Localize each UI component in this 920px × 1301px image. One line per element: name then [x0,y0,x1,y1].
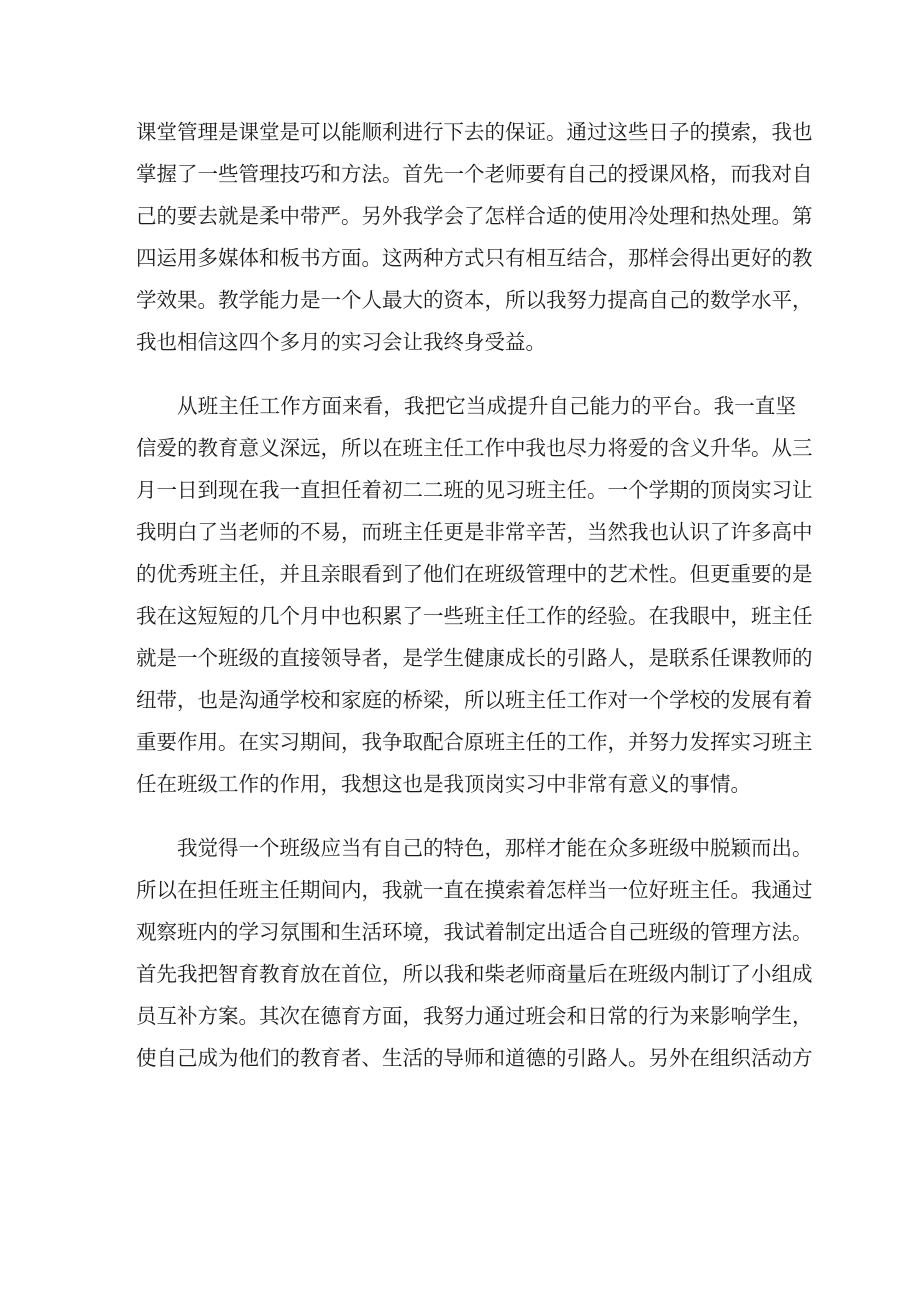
paragraph-head-teacher-work [136,385,813,805]
text-line: 我在这短短的几个月中也积累了一些班主任工作的经验。在我眼中，班主任 [136,604,813,628]
text-line: 课堂管理是课堂是可以能顺利进行下去的保证。通过这些日子的摸索，我也 [136,120,813,144]
text-line: 我明白了当老师的不易，而班主任更是非常辛苦，当然我也认识了许多高中 [136,520,813,544]
text-line: 任在班级工作的作用，我想这也是我顶岗实习中非常有意义的事情。 [136,772,751,796]
text-line: 月一日到现在我一直担任着初二二班的见习班主任。一个学期的顶岗实习让 [136,478,813,502]
text-line: 我也相信这四个多月的实习会让我终身受益。 [136,330,546,354]
text-line: 纽带，也是沟通学校和家庭的桥梁，所以班主任工作对一个学校的发展有着 [136,688,813,712]
text-line: 的优秀班主任，并且亲眼看到了他们在班级管理中的艺术性。但更重要的是 [136,562,813,586]
text-line: 观察班内的学习氛围和生活环境，我试着制定出适合自己班级的管理方法。 [136,920,813,944]
paragraph-class-characteristics [136,827,813,1079]
text-line: 员互补方案。其次在德育方面，我努力通过班会和日常的行为来影响学生， [136,1004,813,1028]
text-line: 掌握了一些管理技巧和方法。首先一个老师要有自己的授课风格，而我对自 [136,162,813,186]
text-line: 信爱的教育意义深远，所以在班主任工作中我也尽力将爱的含义升华。从三 [136,436,813,460]
text-line: 重要作用。在实习期间，我争取配合原班主任的工作，并努力发挥实习班主 [136,730,813,754]
text-line: 从班主任工作方面来看，我把它当成提升自己能力的平台。我一直坚 [177,394,796,418]
text-line: 首先我把智育教育放在首位，所以我和柴老师商量后在班级内制订了小组成 [136,962,813,986]
text-line: 使自己成为他们的教育者、生活的导师和道德的引路人。另外在组织活动方 [136,1046,813,1070]
text-line: 所以在担任班主任期间内，我就一直在摸索着怎样当一位好班主任。我通过 [136,878,813,902]
document-body [136,111,813,1079]
paragraph-classroom-management [136,111,813,363]
text-line: 我觉得一个班级应当有自己的特色，那样才能在众多班级中脱颖而出。 [177,836,813,860]
text-line: 己的要去就是柔中带严。另外我学会了怎样合适的使用冷处理和热处理。第 [136,204,813,228]
text-line: 就是一个班级的直接领导者，是学生健康成长的引路人，是联系任课教师的 [136,646,813,670]
text-line: 学效果。教学能力是一个人最大的资本，所以我努力提高自己的数学水平， [136,288,813,312]
text-line: 四运用多媒体和板书方面。这两种方式只有相互结合，那样会得出更好的教 [136,246,813,270]
